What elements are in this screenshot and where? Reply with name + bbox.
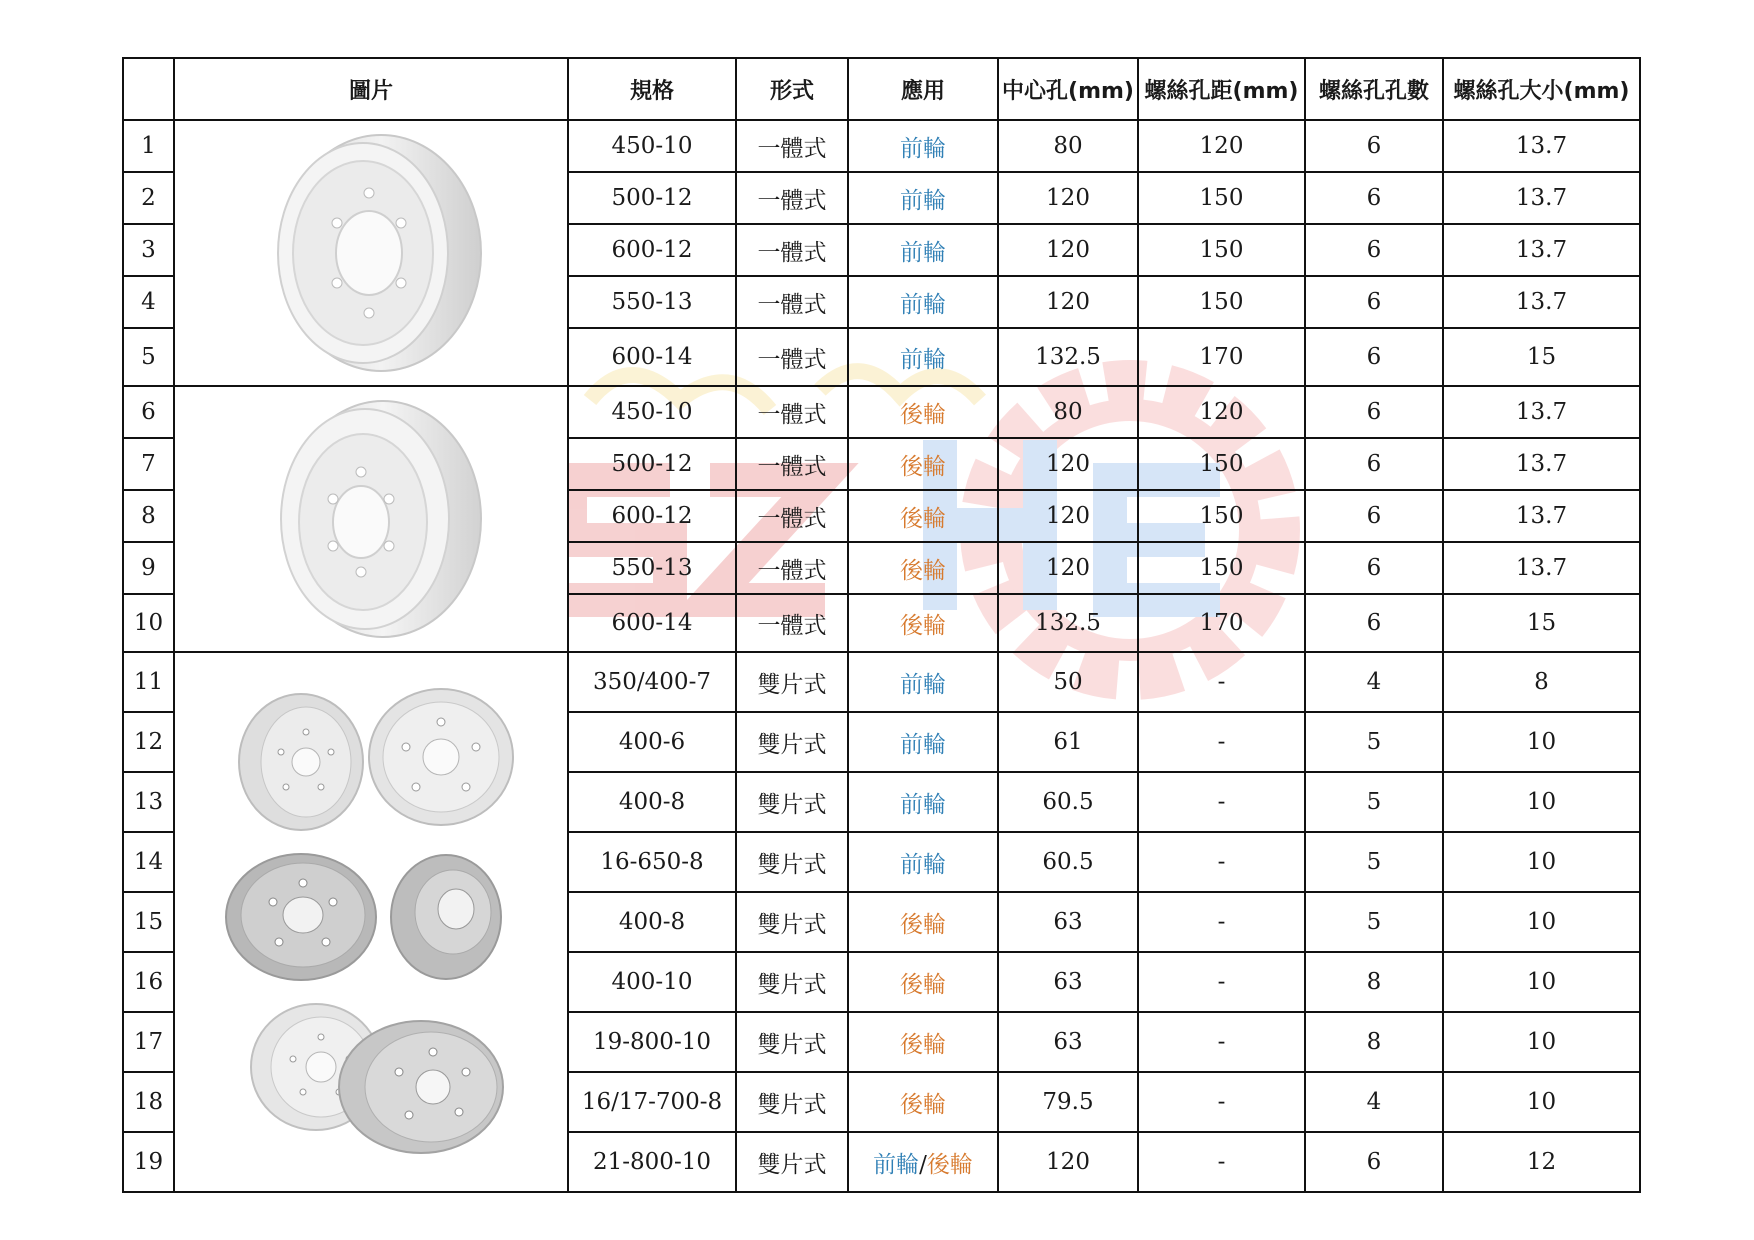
bolt-pitch-cell: - <box>1138 832 1305 892</box>
header-bolt-count: 螺絲孔孔數 <box>1305 58 1443 120</box>
application-rear-label: 後輪 <box>926 1151 973 1178</box>
spec-cell: 600-14 <box>568 328 736 386</box>
bolt-pitch-cell: - <box>1138 1012 1305 1072</box>
form-cell: 一體式 <box>736 276 848 328</box>
bolt-size-cell: 10 <box>1443 952 1640 1012</box>
header-bolt-size: 螺絲孔大小(mm) <box>1443 58 1640 120</box>
split-rim-halves-icon <box>221 687 521 1157</box>
form-cell: 雙片式 <box>736 1012 848 1072</box>
row-number: 18 <box>123 1072 174 1132</box>
header-spec: 規格 <box>568 58 736 120</box>
bolt-count-cell: 6 <box>1305 224 1443 276</box>
bolt-size-cell: 13.7 <box>1443 490 1640 542</box>
bolt-size-cell: 10 <box>1443 1012 1640 1072</box>
row-number: 1 <box>123 120 174 172</box>
bolt-size-cell: 13.7 <box>1443 438 1640 490</box>
bolt-count-cell: 6 <box>1305 438 1443 490</box>
bolt-count-cell: 6 <box>1305 328 1443 386</box>
row-number: 2 <box>123 172 174 224</box>
form-cell: 雙片式 <box>736 1072 848 1132</box>
bolt-size-cell: 13.7 <box>1443 276 1640 328</box>
application-cell: 前輪 <box>848 712 998 772</box>
form-cell: 一體式 <box>736 120 848 172</box>
header-application: 應用 <box>848 58 998 120</box>
bolt-pitch-cell: 170 <box>1138 328 1305 386</box>
application-cell: 後輪 <box>848 892 998 952</box>
row-number: 3 <box>123 224 174 276</box>
center-hole-cell: 60.5 <box>998 772 1138 832</box>
white-steel-rim-icon <box>251 394 491 644</box>
bolt-count-cell: 6 <box>1305 1132 1443 1192</box>
center-hole-cell: 63 <box>998 952 1138 1012</box>
row-number: 8 <box>123 490 174 542</box>
bolt-size-cell: 10 <box>1443 892 1640 952</box>
bolt-count-cell: 5 <box>1305 832 1443 892</box>
bolt-count-cell: 6 <box>1305 594 1443 652</box>
row-number: 9 <box>123 542 174 594</box>
spec-cell: 19-800-10 <box>568 1012 736 1072</box>
table-row <box>123 652 1640 712</box>
row-number: 12 <box>123 712 174 772</box>
application-cell: 後輪 <box>848 490 998 542</box>
row-number: 7 <box>123 438 174 490</box>
bolt-pitch-cell: 150 <box>1138 276 1305 328</box>
bolt-pitch-cell: 150 <box>1138 224 1305 276</box>
bolt-size-cell: 13.7 <box>1443 542 1640 594</box>
application-cell: 前輪 <box>848 772 998 832</box>
bolt-pitch-cell: - <box>1138 1072 1305 1132</box>
bolt-count-cell: 4 <box>1305 1072 1443 1132</box>
form-cell: 一體式 <box>736 438 848 490</box>
application-cell: 前輪 <box>848 328 998 386</box>
spec-cell: 400-8 <box>568 892 736 952</box>
row-number: 11 <box>123 652 174 712</box>
spec-cell: 400-10 <box>568 952 736 1012</box>
form-cell: 雙片式 <box>736 772 848 832</box>
bolt-size-cell: 13.7 <box>1443 386 1640 438</box>
bolt-count-cell: 6 <box>1305 120 1443 172</box>
form-cell: 雙片式 <box>736 892 848 952</box>
header-center-hole: 中心孔(mm) <box>998 58 1138 120</box>
center-hole-cell: 120 <box>998 490 1138 542</box>
bolt-count-cell: 5 <box>1305 892 1443 952</box>
center-hole-cell: 120 <box>998 276 1138 328</box>
application-front-label: 前輪 <box>873 1151 920 1178</box>
form-cell: 一體式 <box>736 172 848 224</box>
row-number: 4 <box>123 276 174 328</box>
application-cell: 前輪 <box>848 224 998 276</box>
center-hole-cell: 120 <box>998 224 1138 276</box>
form-cell: 雙片式 <box>736 952 848 1012</box>
bolt-pitch-cell: 150 <box>1138 542 1305 594</box>
center-hole-cell: 132.5 <box>998 594 1138 652</box>
bolt-count-cell: 8 <box>1305 952 1443 1012</box>
spec-cell: 500-12 <box>568 438 736 490</box>
spec-cell: 450-10 <box>568 120 736 172</box>
bolt-count-cell: 6 <box>1305 386 1443 438</box>
center-hole-cell: 120 <box>998 172 1138 224</box>
bolt-count-cell: 4 <box>1305 652 1443 712</box>
spec-cell: 16-650-8 <box>568 832 736 892</box>
center-hole-cell: 60.5 <box>998 832 1138 892</box>
form-cell: 雙片式 <box>736 1132 848 1192</box>
bolt-size-cell: 13.7 <box>1443 172 1640 224</box>
form-cell: 雙片式 <box>736 712 848 772</box>
bolt-pitch-cell: - <box>1138 1132 1305 1192</box>
row-number: 13 <box>123 772 174 832</box>
rim-photo-cell <box>174 386 568 652</box>
header-row <box>123 58 1640 120</box>
application-cell: 前輪 <box>848 120 998 172</box>
row-number: 16 <box>123 952 174 1012</box>
table-row <box>123 120 1640 172</box>
row-number: 19 <box>123 1132 174 1192</box>
white-steel-rim-icon <box>251 128 491 378</box>
center-hole-cell: 120 <box>998 438 1138 490</box>
bolt-pitch-cell: 150 <box>1138 438 1305 490</box>
row-number: 17 <box>123 1012 174 1072</box>
application-cell: 後輪 <box>848 542 998 594</box>
spec-cell: 550-13 <box>568 276 736 328</box>
bolt-count-cell: 5 <box>1305 712 1443 772</box>
application-separator: / <box>919 1151 927 1178</box>
center-hole-cell: 61 <box>998 712 1138 772</box>
application-cell: 前輪 <box>848 652 998 712</box>
bolt-pitch-cell: 120 <box>1138 120 1305 172</box>
spec-cell: 400-8 <box>568 772 736 832</box>
bolt-count-cell: 6 <box>1305 172 1443 224</box>
table-row <box>123 386 1640 438</box>
form-cell: 一體式 <box>736 328 848 386</box>
bolt-size-cell: 12 <box>1443 1132 1640 1192</box>
form-cell: 一體式 <box>736 594 848 652</box>
spec-cell: 350/400-7 <box>568 652 736 712</box>
spec-cell: 400-6 <box>568 712 736 772</box>
center-hole-cell: 120 <box>998 542 1138 594</box>
center-hole-cell: 63 <box>998 892 1138 952</box>
row-number: 6 <box>123 386 174 438</box>
form-cell: 雙片式 <box>736 832 848 892</box>
center-hole-cell: 120 <box>998 1132 1138 1192</box>
rim-photo-cell <box>174 120 568 386</box>
row-number: 15 <box>123 892 174 952</box>
spec-cell: 21-800-10 <box>568 1132 736 1192</box>
bolt-pitch-cell: - <box>1138 652 1305 712</box>
bolt-pitch-cell: - <box>1138 892 1305 952</box>
bolt-size-cell: 13.7 <box>1443 224 1640 276</box>
bolt-pitch-cell: 120 <box>1138 386 1305 438</box>
bolt-pitch-cell: - <box>1138 952 1305 1012</box>
bolt-pitch-cell: 170 <box>1138 594 1305 652</box>
center-hole-cell: 79.5 <box>998 1072 1138 1132</box>
spec-cell: 16/17-700-8 <box>568 1072 736 1132</box>
form-cell: 雙片式 <box>736 652 848 712</box>
center-hole-cell: 132.5 <box>998 328 1138 386</box>
bolt-count-cell: 6 <box>1305 276 1443 328</box>
row-number: 10 <box>123 594 174 652</box>
spec-cell: 500-12 <box>568 172 736 224</box>
application-cell: 後輪 <box>848 952 998 1012</box>
application-cell <box>848 1132 998 1192</box>
row-number: 14 <box>123 832 174 892</box>
bolt-count-cell: 6 <box>1305 542 1443 594</box>
center-hole-cell: 80 <box>998 386 1138 438</box>
bolt-pitch-cell: 150 <box>1138 172 1305 224</box>
bolt-pitch-cell: 150 <box>1138 490 1305 542</box>
center-hole-cell: 50 <box>998 652 1138 712</box>
application-cell: 前輪 <box>848 832 998 892</box>
form-cell: 一體式 <box>736 542 848 594</box>
bolt-pitch-cell: - <box>1138 772 1305 832</box>
form-cell: 一體式 <box>736 490 848 542</box>
application-cell: 後輪 <box>848 1012 998 1072</box>
bolt-count-cell: 8 <box>1305 1012 1443 1072</box>
bolt-size-cell: 8 <box>1443 652 1640 712</box>
application-cell: 後輪 <box>848 386 998 438</box>
bolt-size-cell: 10 <box>1443 832 1640 892</box>
row-number: 5 <box>123 328 174 386</box>
application-cell: 後輪 <box>848 594 998 652</box>
form-cell: 一體式 <box>736 386 848 438</box>
bolt-pitch-cell: - <box>1138 712 1305 772</box>
bolt-size-cell: 10 <box>1443 772 1640 832</box>
header-index <box>123 58 174 120</box>
spec-cell: 600-12 <box>568 490 736 542</box>
bolt-size-cell: 10 <box>1443 712 1640 772</box>
spec-cell: 450-10 <box>568 386 736 438</box>
bolt-size-cell: 15 <box>1443 328 1640 386</box>
application-cell: 前輪 <box>848 172 998 224</box>
header-image: 圖片 <box>174 58 568 120</box>
bolt-size-cell: 10 <box>1443 1072 1640 1132</box>
spec-cell: 600-12 <box>568 224 736 276</box>
center-hole-cell: 63 <box>998 1012 1138 1072</box>
header-form: 形式 <box>736 58 848 120</box>
bolt-size-cell: 15 <box>1443 594 1640 652</box>
bolt-size-cell: 13.7 <box>1443 120 1640 172</box>
application-cell: 後輪 <box>848 1072 998 1132</box>
application-cell: 後輪 <box>848 438 998 490</box>
application-cell: 前輪 <box>848 276 998 328</box>
header-bolt-pitch: 螺絲孔距(mm) <box>1138 58 1305 120</box>
spec-cell: 600-14 <box>568 594 736 652</box>
spec-cell: 550-13 <box>568 542 736 594</box>
form-cell: 一體式 <box>736 224 848 276</box>
bolt-count-cell: 5 <box>1305 772 1443 832</box>
center-hole-cell: 80 <box>998 120 1138 172</box>
split-rim-photo-cell <box>174 652 568 1192</box>
rim-spec-table <box>122 57 1641 1193</box>
bolt-count-cell: 6 <box>1305 490 1443 542</box>
